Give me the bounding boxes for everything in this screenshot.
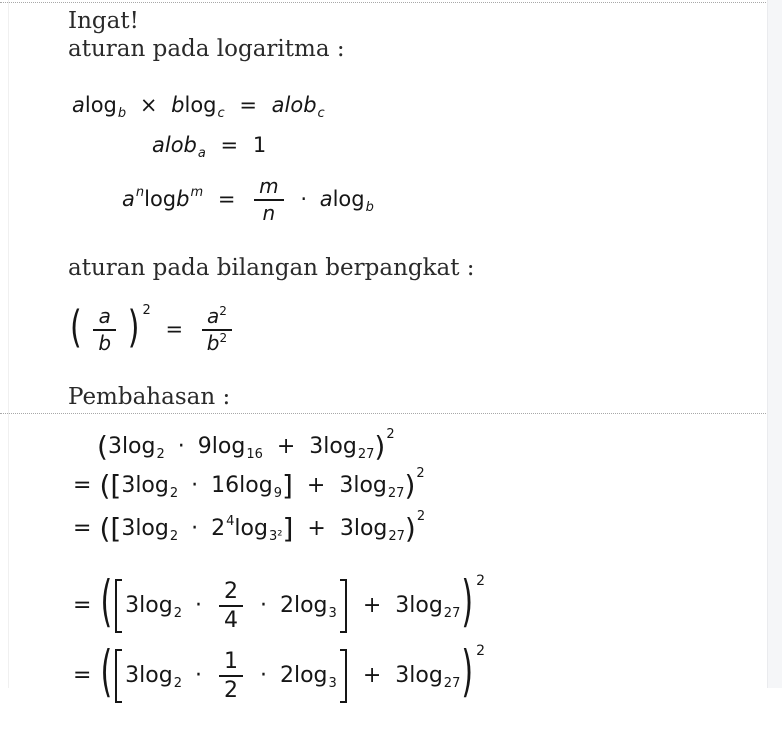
base-sub: 2 <box>169 529 179 544</box>
base-sub: 9 <box>273 486 282 501</box>
exp-sup: 2 <box>219 304 227 318</box>
equals-op: = <box>73 663 92 688</box>
log-text: log <box>239 473 273 498</box>
bracket-open: [ <box>110 469 122 502</box>
log-text: log <box>353 516 388 541</box>
paren-close: ) <box>461 569 474 635</box>
plus-op: + <box>307 516 326 541</box>
fraction <box>93 305 116 355</box>
base-sub: 27 <box>443 676 461 691</box>
base-sub: 2 <box>173 606 182 621</box>
bracket-close: ] <box>282 512 294 545</box>
paren-close: ) <box>374 430 386 463</box>
plus-op: + <box>276 434 296 459</box>
fraction <box>219 649 243 704</box>
fraction <box>202 305 232 355</box>
base-sub: 3 <box>328 676 337 691</box>
log-text: log <box>293 663 328 688</box>
coefficient: 3 <box>395 663 410 688</box>
dot-op: · <box>191 473 199 498</box>
dot-op: · <box>194 663 202 688</box>
coefficient: 3 <box>107 434 122 459</box>
coefficient: 3 <box>125 593 140 618</box>
times-op: × <box>139 93 158 117</box>
coefficient: 3 <box>339 516 354 541</box>
base-sub: 3² <box>268 529 283 544</box>
exp-sup: 2 <box>476 643 485 659</box>
paren-close: ) <box>127 302 140 354</box>
frac-num: a <box>98 304 111 328</box>
log-text: log <box>353 473 387 498</box>
formula-exponent-rule <box>122 164 374 237</box>
remember-header <box>68 7 345 63</box>
discussion-label: Pembahasan : <box>68 384 231 410</box>
remember-title: Ingat! <box>68 8 139 34</box>
coefficient: 16 <box>211 473 240 498</box>
frac-den: n <box>262 201 276 225</box>
paren-open: ( <box>100 569 113 635</box>
var-b: b <box>206 331 220 355</box>
frac-den: 4 <box>223 608 238 633</box>
log-text: log <box>293 593 328 618</box>
dot-op: · <box>259 593 267 618</box>
log-text: log <box>234 516 268 541</box>
base-sub: 3 <box>328 606 337 621</box>
var-a: a <box>72 93 85 117</box>
alob-text: alob <box>152 133 197 157</box>
equals-op: = <box>220 133 239 157</box>
coefficient: 3 <box>121 516 136 541</box>
coefficient: 3 <box>339 473 354 498</box>
coefficient: 3 <box>125 663 140 688</box>
var-b: b <box>171 93 185 117</box>
base-sub: c <box>317 106 325 121</box>
log-text: log <box>409 593 443 618</box>
exp-sup: 2 <box>416 466 425 481</box>
coefficient: 2 <box>211 516 226 541</box>
base-sub: b <box>117 106 127 121</box>
exp-sup: 2 <box>416 509 426 524</box>
log-text: log <box>184 93 217 117</box>
coefficient: 3 <box>395 593 410 618</box>
base-sub: b <box>365 200 374 215</box>
dot-op: · <box>300 187 307 211</box>
frac-num: 2 <box>223 578 238 604</box>
equals-op: = <box>165 317 184 341</box>
bracket-open: [ <box>110 512 122 545</box>
formula-log-product-rule <box>72 88 325 131</box>
exp-sup: n <box>135 185 145 200</box>
equals-op: = <box>217 187 236 211</box>
var-b: b <box>176 187 190 211</box>
frac-num: 1 <box>223 648 238 674</box>
exp-sup: m <box>190 185 204 200</box>
coefficient: 9 <box>197 434 212 459</box>
frac-num <box>202 305 232 329</box>
log-text: log <box>323 434 357 459</box>
log-text: log <box>409 663 443 688</box>
log-text: log <box>135 516 169 541</box>
dot-op: · <box>259 663 267 688</box>
base-sub: 27 <box>357 447 375 462</box>
exp-sup: 2 <box>142 303 151 318</box>
base-sub: 2 <box>169 486 179 501</box>
base-sub: 2 <box>173 676 182 691</box>
paren-open: ( <box>97 430 108 463</box>
equals-op: = <box>73 516 92 541</box>
base-sub: a <box>197 146 206 161</box>
base-sub: 27 <box>388 529 405 544</box>
log-text: log <box>332 187 365 211</box>
plus-op: + <box>306 473 326 498</box>
bracket-close <box>340 649 347 703</box>
frac-den <box>202 331 232 355</box>
dot-op: · <box>177 434 185 459</box>
equals-op: = <box>239 93 257 117</box>
base-sub: 16 <box>246 447 263 462</box>
base-sub: 27 <box>443 606 461 621</box>
coefficient: 2 <box>279 663 294 688</box>
log-text: log <box>121 434 156 459</box>
paren-open: ( <box>100 639 113 705</box>
base-sub: 27 <box>387 486 405 501</box>
var-a: a <box>207 304 220 328</box>
paren-open: ( <box>70 302 82 354</box>
coefficient: 3 <box>309 434 324 459</box>
paren-close: ) <box>404 512 416 545</box>
fraction <box>254 175 283 225</box>
bracket-close: ] <box>281 469 293 502</box>
coefficient: 3 <box>121 473 136 498</box>
paren-close: ) <box>461 639 474 705</box>
value-one: 1 <box>252 133 267 157</box>
page-right-gutter <box>767 0 782 688</box>
frac-den: b <box>98 331 112 355</box>
frac-den: 2 <box>223 678 238 703</box>
equals-op: = <box>73 473 92 498</box>
dot-op: · <box>191 516 199 541</box>
log-text: log <box>139 663 173 688</box>
equals-op: = <box>73 593 92 618</box>
log-rules-label: aturan pada logaritma : <box>68 36 345 62</box>
coefficient: 2 <box>279 593 294 618</box>
log-text: log <box>139 593 173 618</box>
plus-op: + <box>362 593 382 618</box>
plus-op: + <box>362 663 382 688</box>
dot-op: · <box>194 593 202 618</box>
alob-text: alob <box>271 93 317 117</box>
log-text: log <box>84 93 117 117</box>
exp-sup: 2 <box>219 331 228 345</box>
var-a: a <box>122 187 135 211</box>
base-sub: 2 <box>156 447 165 462</box>
var-a: a <box>319 187 333 211</box>
log-text: log <box>144 187 177 211</box>
paren-close: ) <box>404 469 416 502</box>
exp-sup: 2 <box>386 427 395 442</box>
log-text: log <box>211 434 246 459</box>
solution-line-5 <box>73 618 485 717</box>
exp-sup: 4 <box>226 514 235 529</box>
paren-open: ( <box>99 469 111 502</box>
exp-sup: 2 <box>476 573 485 589</box>
power-rules-label: aturan pada bilangan berpangkat : <box>68 255 475 281</box>
frac-num: m <box>259 174 279 198</box>
formula-fraction-square <box>69 282 236 359</box>
log-text: log <box>135 473 169 498</box>
paren-open: ( <box>99 512 111 545</box>
base-sub: c <box>217 106 225 121</box>
bracket-open <box>115 649 122 703</box>
